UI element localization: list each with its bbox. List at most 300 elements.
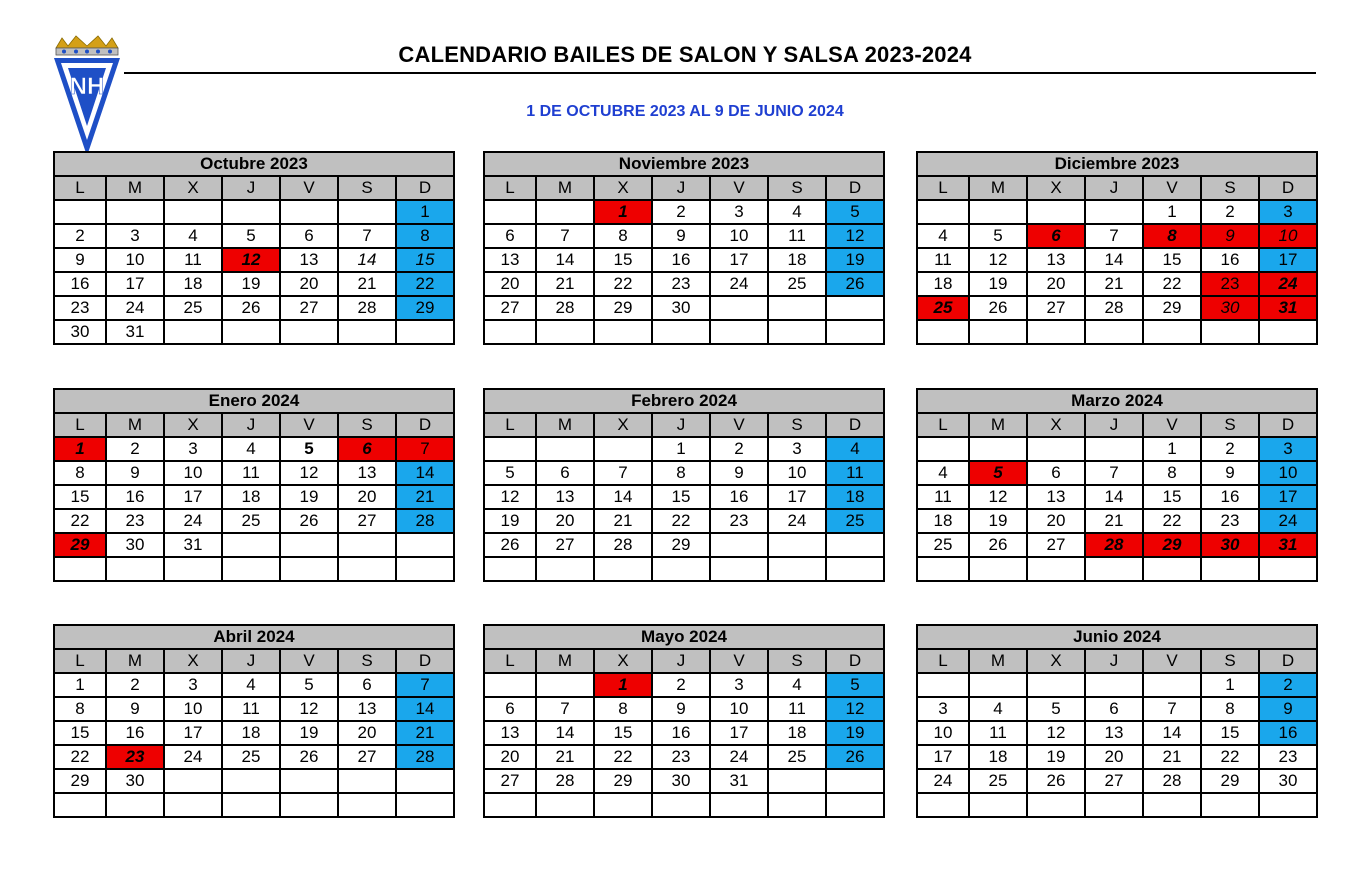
- day-cell: 15: [54, 485, 106, 509]
- empty-cell: [396, 533, 454, 557]
- day-cell: 16: [106, 721, 164, 745]
- day-cell: 16: [1201, 485, 1259, 509]
- day-cell: 20: [280, 272, 338, 296]
- day-cell: 11: [969, 721, 1027, 745]
- day-cell: 1: [54, 437, 106, 461]
- month-calendar: [53, 624, 455, 818]
- week-row: [54, 721, 454, 745]
- empty-cell: [106, 557, 164, 581]
- weekday-header: V: [280, 649, 338, 673]
- day-cell: 5: [280, 437, 338, 461]
- day-cell: 25: [222, 509, 280, 533]
- day-cell: 7: [396, 437, 454, 461]
- day-cell: 5: [826, 200, 884, 224]
- day-cell: 2: [106, 673, 164, 697]
- empty-cell: [710, 793, 768, 817]
- day-cell: 5: [969, 224, 1027, 248]
- weekday-header: J: [652, 413, 710, 437]
- empty-cell: [484, 793, 536, 817]
- day-cell: 16: [1201, 248, 1259, 272]
- day-cell: 4: [768, 673, 826, 697]
- day-cell: 27: [1027, 533, 1085, 557]
- day-cell: 15: [594, 721, 652, 745]
- day-cell: 25: [826, 509, 884, 533]
- weekday-header: S: [1201, 176, 1259, 200]
- empty-cell: [710, 557, 768, 581]
- month-title: Marzo 2024: [917, 389, 1317, 413]
- day-cell: 28: [338, 296, 396, 320]
- weekday-header: S: [768, 649, 826, 673]
- empty-cell: [969, 673, 1027, 697]
- empty-cell: [1027, 793, 1085, 817]
- empty-cell: [826, 296, 884, 320]
- day-cell: 20: [338, 721, 396, 745]
- week-row: [54, 437, 454, 461]
- week-row: [54, 793, 454, 817]
- week-row: [917, 769, 1317, 793]
- week-row: [917, 224, 1317, 248]
- week-row: [484, 272, 884, 296]
- empty-cell: [338, 320, 396, 344]
- day-cell: 30: [1259, 769, 1317, 793]
- day-cell: 7: [1143, 697, 1201, 721]
- day-cell: 29: [1201, 769, 1259, 793]
- club-crest-logo: [52, 34, 122, 158]
- day-cell: 16: [1259, 721, 1317, 745]
- day-cell: 10: [768, 461, 826, 485]
- empty-cell: [1143, 793, 1201, 817]
- weekday-header: L: [917, 176, 969, 200]
- week-row: [917, 272, 1317, 296]
- week-row: [484, 200, 884, 224]
- day-cell: 13: [280, 248, 338, 272]
- empty-cell: [222, 200, 280, 224]
- week-row: [54, 248, 454, 272]
- day-cell: 15: [54, 721, 106, 745]
- day-cell: 22: [1201, 745, 1259, 769]
- day-cell: 15: [1143, 485, 1201, 509]
- day-cell: 8: [652, 461, 710, 485]
- day-cell: 21: [536, 272, 594, 296]
- weekday-header: X: [594, 649, 652, 673]
- day-cell: 1: [594, 673, 652, 697]
- empty-cell: [222, 557, 280, 581]
- day-cell: 5: [969, 461, 1027, 485]
- empty-cell: [280, 793, 338, 817]
- day-cell: 6: [1027, 461, 1085, 485]
- empty-cell: [826, 769, 884, 793]
- weekday-header: X: [1027, 176, 1085, 200]
- month-title: Octubre 2023: [54, 152, 454, 176]
- day-cell: 4: [969, 697, 1027, 721]
- day-cell: 31: [1259, 533, 1317, 557]
- week-row: [484, 721, 884, 745]
- day-cell: 25: [917, 296, 969, 320]
- day-cell: 8: [1143, 461, 1201, 485]
- day-cell: 11: [826, 461, 884, 485]
- day-cell: 9: [54, 248, 106, 272]
- day-cell: 13: [338, 697, 396, 721]
- day-cell: 23: [1201, 272, 1259, 296]
- week-row: [54, 461, 454, 485]
- day-cell: 10: [1259, 461, 1317, 485]
- day-cell: 4: [826, 437, 884, 461]
- day-cell: 9: [1259, 697, 1317, 721]
- month-title: Febrero 2024: [484, 389, 884, 413]
- day-cell: 29: [54, 769, 106, 793]
- week-row: [917, 793, 1317, 817]
- week-row: [54, 533, 454, 557]
- empty-cell: [396, 769, 454, 793]
- empty-cell: [917, 557, 969, 581]
- day-cell: 12: [826, 224, 884, 248]
- day-cell: 23: [106, 745, 164, 769]
- day-cell: 27: [1027, 296, 1085, 320]
- empty-cell: [1027, 673, 1085, 697]
- empty-cell: [54, 557, 106, 581]
- weekday-header: X: [164, 649, 222, 673]
- day-cell: 12: [484, 485, 536, 509]
- day-cell: 26: [826, 745, 884, 769]
- weekday-header: X: [594, 413, 652, 437]
- weekday-header: L: [54, 649, 106, 673]
- day-cell: 27: [338, 745, 396, 769]
- day-cell: 27: [1085, 769, 1143, 793]
- week-row: [54, 200, 454, 224]
- day-cell: 28: [1085, 296, 1143, 320]
- day-cell: 11: [768, 224, 826, 248]
- weekday-header: V: [1143, 649, 1201, 673]
- day-cell: 20: [484, 745, 536, 769]
- day-cell: 10: [917, 721, 969, 745]
- week-row: [484, 509, 884, 533]
- day-cell: 18: [917, 272, 969, 296]
- month-calendar: [916, 624, 1318, 818]
- day-cell: 21: [1085, 509, 1143, 533]
- empty-cell: [969, 320, 1027, 344]
- weekday-header: D: [396, 413, 454, 437]
- day-cell: 25: [768, 272, 826, 296]
- day-cell: 4: [917, 224, 969, 248]
- empty-cell: [536, 673, 594, 697]
- empty-cell: [164, 320, 222, 344]
- empty-cell: [1143, 557, 1201, 581]
- day-cell: 28: [1143, 769, 1201, 793]
- week-row: [484, 557, 884, 581]
- week-row: [484, 320, 884, 344]
- week-row: [484, 248, 884, 272]
- day-cell: 4: [917, 461, 969, 485]
- empty-cell: [280, 533, 338, 557]
- day-cell: 26: [969, 533, 1027, 557]
- day-cell: 30: [652, 769, 710, 793]
- day-cell: 25: [164, 296, 222, 320]
- week-row: [54, 320, 454, 344]
- empty-cell: [484, 557, 536, 581]
- weekday-header: X: [164, 176, 222, 200]
- day-cell: 20: [338, 485, 396, 509]
- week-row: [54, 769, 454, 793]
- weekday-header: L: [917, 649, 969, 673]
- week-row: [484, 485, 884, 509]
- weekday-header: J: [652, 649, 710, 673]
- weekday-header: M: [536, 649, 594, 673]
- week-row: [484, 296, 884, 320]
- empty-cell: [222, 320, 280, 344]
- day-cell: 7: [594, 461, 652, 485]
- empty-cell: [280, 769, 338, 793]
- day-cell: 10: [164, 697, 222, 721]
- day-cell: 13: [484, 248, 536, 272]
- week-row: [54, 673, 454, 697]
- day-cell: 28: [1085, 533, 1143, 557]
- day-cell: 23: [106, 509, 164, 533]
- week-row: [917, 320, 1317, 344]
- empty-cell: [826, 793, 884, 817]
- day-cell: 28: [536, 769, 594, 793]
- empty-cell: [1027, 320, 1085, 344]
- weekday-header: X: [1027, 413, 1085, 437]
- weekday-header: X: [164, 413, 222, 437]
- empty-cell: [164, 769, 222, 793]
- day-cell: 26: [484, 533, 536, 557]
- day-cell: 26: [1027, 769, 1085, 793]
- weekday-header: D: [1259, 649, 1317, 673]
- day-cell: 16: [652, 248, 710, 272]
- empty-cell: [484, 200, 536, 224]
- day-cell: 24: [710, 272, 768, 296]
- day-cell: 12: [826, 697, 884, 721]
- day-cell: 14: [396, 461, 454, 485]
- month-title: Mayo 2024: [484, 625, 884, 649]
- day-cell: 20: [536, 509, 594, 533]
- empty-cell: [652, 320, 710, 344]
- week-row: [484, 224, 884, 248]
- weekday-header: M: [969, 413, 1027, 437]
- day-cell: 25: [969, 769, 1027, 793]
- day-cell: 22: [1143, 509, 1201, 533]
- day-cell: 24: [917, 769, 969, 793]
- day-cell: 24: [1259, 272, 1317, 296]
- day-cell: 22: [594, 272, 652, 296]
- empty-cell: [164, 793, 222, 817]
- day-cell: 3: [768, 437, 826, 461]
- empty-cell: [484, 437, 536, 461]
- day-cell: 18: [164, 272, 222, 296]
- empty-cell: [917, 320, 969, 344]
- day-cell: 14: [1143, 721, 1201, 745]
- empty-cell: [1027, 200, 1085, 224]
- day-cell: 6: [1027, 224, 1085, 248]
- empty-cell: [969, 793, 1027, 817]
- month-calendar: [916, 151, 1318, 345]
- month-title: Enero 2024: [54, 389, 454, 413]
- day-cell: 27: [484, 769, 536, 793]
- day-cell: 27: [484, 296, 536, 320]
- empty-cell: [1085, 557, 1143, 581]
- day-cell: 3: [1259, 437, 1317, 461]
- day-cell: 22: [54, 509, 106, 533]
- empty-cell: [969, 437, 1027, 461]
- weekday-header: S: [768, 413, 826, 437]
- day-cell: 15: [652, 485, 710, 509]
- day-cell: 16: [652, 721, 710, 745]
- day-cell: 17: [1259, 248, 1317, 272]
- day-cell: 12: [969, 248, 1027, 272]
- empty-cell: [1259, 557, 1317, 581]
- day-cell: 31: [1259, 296, 1317, 320]
- day-cell: 22: [652, 509, 710, 533]
- weekday-header: S: [338, 649, 396, 673]
- day-cell: 21: [594, 509, 652, 533]
- day-cell: 13: [1027, 485, 1085, 509]
- day-cell: 20: [1027, 272, 1085, 296]
- week-row: [917, 673, 1317, 697]
- day-cell: 17: [768, 485, 826, 509]
- day-cell: 28: [396, 745, 454, 769]
- day-cell: 8: [594, 697, 652, 721]
- day-cell: 12: [969, 485, 1027, 509]
- day-cell: 24: [710, 745, 768, 769]
- empty-cell: [280, 200, 338, 224]
- week-row: [917, 437, 1317, 461]
- month-calendar: [483, 624, 885, 818]
- day-cell: 2: [652, 673, 710, 697]
- day-cell: 8: [1143, 224, 1201, 248]
- day-cell: 12: [280, 461, 338, 485]
- weekday-header: V: [710, 649, 768, 673]
- weekday-header: X: [594, 176, 652, 200]
- day-cell: 17: [917, 745, 969, 769]
- empty-cell: [917, 437, 969, 461]
- day-cell: 3: [106, 224, 164, 248]
- day-cell: 21: [396, 485, 454, 509]
- week-row: [917, 200, 1317, 224]
- day-cell: 21: [1143, 745, 1201, 769]
- weekday-header: J: [222, 176, 280, 200]
- empty-cell: [1085, 320, 1143, 344]
- empty-cell: [917, 673, 969, 697]
- day-cell: 7: [536, 224, 594, 248]
- empty-cell: [710, 533, 768, 557]
- day-cell: 30: [106, 769, 164, 793]
- empty-cell: [1085, 437, 1143, 461]
- weekday-header: D: [396, 649, 454, 673]
- week-row: [484, 793, 884, 817]
- weekday-header: V: [1143, 413, 1201, 437]
- empty-cell: [768, 320, 826, 344]
- day-cell: 31: [106, 320, 164, 344]
- empty-cell: [594, 793, 652, 817]
- week-row: [917, 485, 1317, 509]
- day-cell: 4: [164, 224, 222, 248]
- week-row: [54, 272, 454, 296]
- day-cell: 18: [768, 248, 826, 272]
- empty-cell: [1085, 673, 1143, 697]
- weekday-header: L: [484, 649, 536, 673]
- day-cell: 1: [652, 437, 710, 461]
- weekday-header: M: [536, 176, 594, 200]
- week-row: [917, 296, 1317, 320]
- empty-cell: [969, 200, 1027, 224]
- month-calendar: [483, 151, 885, 345]
- empty-cell: [222, 769, 280, 793]
- day-cell: 25: [222, 745, 280, 769]
- day-cell: 11: [164, 248, 222, 272]
- day-cell: 30: [106, 533, 164, 557]
- day-cell: 31: [164, 533, 222, 557]
- day-cell: 14: [338, 248, 396, 272]
- day-cell: 18: [222, 721, 280, 745]
- day-cell: 18: [222, 485, 280, 509]
- day-cell: 29: [54, 533, 106, 557]
- day-cell: 11: [917, 485, 969, 509]
- day-cell: 7: [1085, 461, 1143, 485]
- day-cell: 14: [396, 697, 454, 721]
- weekday-header: M: [969, 649, 1027, 673]
- day-cell: 2: [1259, 673, 1317, 697]
- day-cell: 22: [396, 272, 454, 296]
- week-row: [484, 769, 884, 793]
- day-cell: 14: [1085, 248, 1143, 272]
- day-cell: 9: [1201, 461, 1259, 485]
- week-row: [484, 437, 884, 461]
- day-cell: 20: [1085, 745, 1143, 769]
- weekday-header: V: [280, 176, 338, 200]
- day-cell: 23: [1201, 509, 1259, 533]
- weekday-header: M: [536, 413, 594, 437]
- day-cell: 14: [1085, 485, 1143, 509]
- day-cell: 22: [594, 745, 652, 769]
- weekday-header: J: [1085, 649, 1143, 673]
- day-cell: 4: [222, 673, 280, 697]
- day-cell: 3: [710, 673, 768, 697]
- week-row: [54, 296, 454, 320]
- empty-cell: [54, 200, 106, 224]
- empty-cell: [536, 437, 594, 461]
- weekday-header: S: [1201, 413, 1259, 437]
- day-cell: 17: [106, 272, 164, 296]
- week-row: [54, 509, 454, 533]
- week-row: [917, 461, 1317, 485]
- day-cell: 11: [222, 697, 280, 721]
- day-cell: 16: [710, 485, 768, 509]
- weekday-header: D: [1259, 413, 1317, 437]
- weekday-header: M: [106, 176, 164, 200]
- day-cell: 1: [1201, 673, 1259, 697]
- week-row: [917, 721, 1317, 745]
- day-cell: 23: [710, 509, 768, 533]
- empty-cell: [536, 320, 594, 344]
- day-cell: 15: [594, 248, 652, 272]
- weekday-header: M: [969, 176, 1027, 200]
- weekday-header: L: [484, 413, 536, 437]
- day-cell: 1: [54, 673, 106, 697]
- day-cell: 13: [536, 485, 594, 509]
- day-cell: 27: [338, 509, 396, 533]
- day-cell: 6: [1085, 697, 1143, 721]
- month-calendar: [53, 151, 455, 345]
- empty-cell: [222, 793, 280, 817]
- day-cell: 24: [768, 509, 826, 533]
- day-cell: 8: [1201, 697, 1259, 721]
- empty-cell: [917, 200, 969, 224]
- day-cell: 9: [652, 697, 710, 721]
- day-cell: 22: [54, 745, 106, 769]
- empty-cell: [338, 200, 396, 224]
- day-cell: 2: [54, 224, 106, 248]
- day-cell: 27: [536, 533, 594, 557]
